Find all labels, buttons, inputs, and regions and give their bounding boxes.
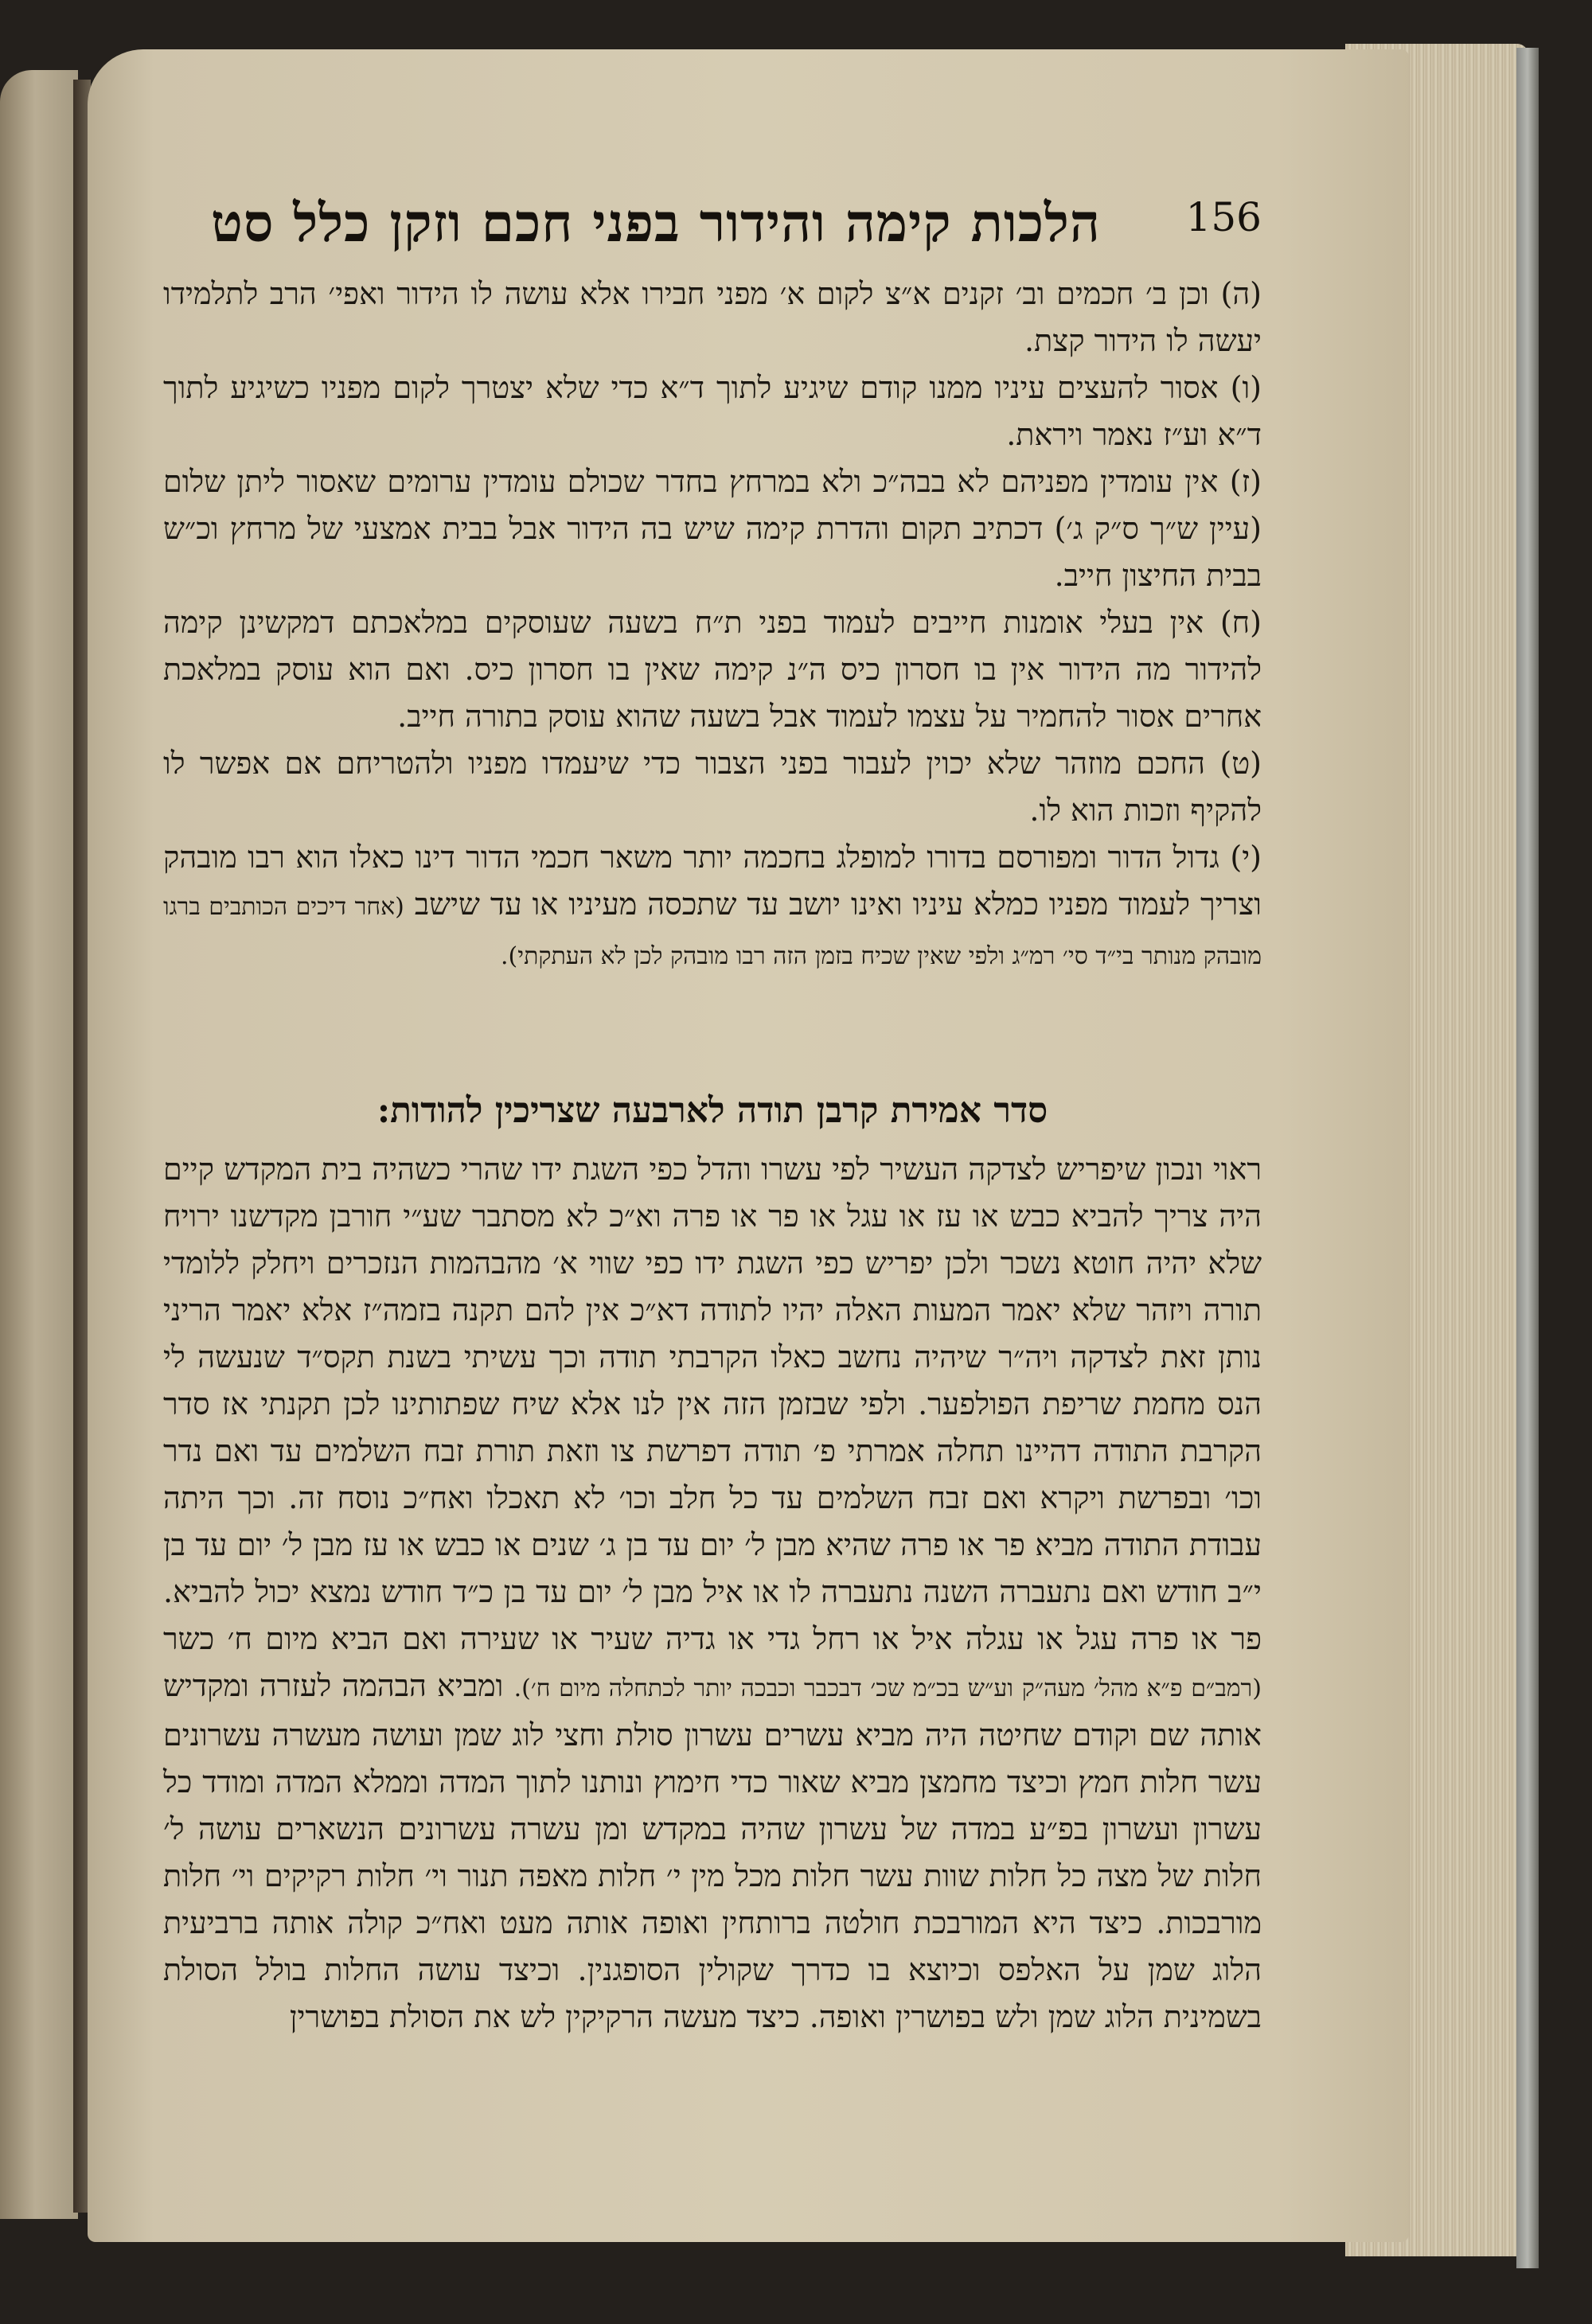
- running-header: [163, 167, 1262, 255]
- halachot-section: [163, 271, 1262, 980]
- paragraph-vav: (ו) אסור להעצים עיניו ממנו קודם שיגיע לתוך ד״א כדי שלא יצטרך לקום מפניו כשיגיע לתוך ד״א וע״ז נאמר ויראת.: [163, 370, 1262, 452]
- paragraph-yod-text: (י) גדול הדור ומפורסם בדורו למופלג בחכמה יותר משאר חכמי הדור דינו כאלו הוא רבו מובהק וצריך לעמוד מפניו כמלא עיניו ואינו יושב עד שתכסה מעיניו או עד שישב: [163, 840, 1262, 922]
- paragraph-tet: (ט) החכם מוזהר שלא יכוין לעבור בפני הצבור כדי שיעמדו מפניו ולהטריחם אם אפשר לו להקיף וזכות הוא לו.: [163, 746, 1262, 828]
- page-number: 156: [1185, 194, 1262, 240]
- paragraph-yod: [163, 834, 1262, 980]
- section-text-part-1: ראוי ונכון שיפריש לצדקה העשיר לפי עשרו והדל כפי השגת ידו שהרי כשהיה בית המקדש קיים היה צריך להביא כבש או עז או עגל או פר או פרה וא״כ לא מסתבר שע״י חורבן מקדשנו ירויח שלא יהיה חוטא נשכר ולכן יפריש כפי השגת ידו כפי שווי א׳ מהבהמות הנזכרים ויחלק ללומדי תורה ויזהר שלא יאמר המעות האלה יהיו לתודה דא״כ אין להם תקנה בזמה״ז אלא יאמר הריני נותן זאת לצדקה ויה״ר שיהיה נחשב כאלו הקרבתי תודה וכך עשיתי בשנת תקס״ד שנעשה לי הנס מחמת שריפת הפולפער. ולפי שבזמן הזה אין לנו אלא שיח שפתותינו לכן תקנתי אז סדר הקרבת התודה דהיינו תחלה אמרתי פ׳ תודה דפרשת צו וזאת תורת זבח השלמים עד ואם נדר וכו׳ ובפרשת ויקרא ואם זבח השלמים עד כל חלב וכו׳ לא תאכלו ואח״כ נוסח זה. וכך היתה עבודת התודה מביא פר או פרה שהיא מבן ל׳ יום עד בן ג׳ שנים או כבש או עז מבן ל׳ יום עד בן י״ב חודש ואם נתעברה השנה נתעברה לו או איל מבן ל׳ יום עד בן כ״ד חודש נמצא יכול להביא. פר או פרה עגל או עגלה איל או רחל גדי או גדיה שעיר או שעירה ואם הביא מיום ח׳ כשר: [163, 1152, 1262, 1656]
- paragraph-zayin: (ז) אין עומדין מפניהם לא בבה״כ ולא במרחץ בחדר שכולם עומדין ערומים שאסור ליתן שלום (עיין ש״ך ס״ק ג׳) דכתיב תקום והדרת קימה שיש בה הידור אבל בבית אמצעי של מרחץ וכ״ש בבית החיצון חייב.: [163, 464, 1262, 593]
- section-text-part-2: ומביא הבהמה לעזרה ומקדיש אותה שם וקודם שחיטה היה מביא עשרים עשרון סולת וחצי לוג שמן ועושה מעשרה עשרונים עשר חלות חמץ וכיצד מחמצן מביא שאור כדי חימוץ ונותנו לתוך המדה וממלא המדה ומודד כל עשרון ועשרון בפ״ע במדה של עשרון שהיה במקדש ומן עשרה עשרונים הנשארים עושה ל׳ חלות של מצה כל חלות שוות עשר חלות מכל מין י׳ חלות מאפה תנור וי׳ חלות רקיקים וי׳ חלות מורבכות. כיצד היא המורבכת חולטה ברותחין ואופה אותה מעט ואח״כ קולה אותה ברביעית הלוג שמן על האלפס וכיוצא בו כדרך שקולין הסופגנין. וכיצד עושה החלות בולל הסולת בשמינית הלוג שמן ולש בפושרין ואופה. כיצד מעשה הרקיקין לש את הסולת בפושרין: [163, 1668, 1262, 2034]
- section-title: סדר אמירת קרבן תודה לארבעה שצריכין להודות:: [377, 1090, 1048, 1131]
- paragraph-yod-note: (אחר דיכים הכותבים ברגו מובהק מנותר בי״ד סי׳ רמ״ג ולפי שאין שכיח בזמן הזה רבו מובהק לכן לא העתקתי).: [163, 893, 1262, 970]
- section-note: (רמב״ם פ״א מהל׳ מעה״ק וע״ש בכ״מ שכ׳ דבכבר וכבכה יותר לכתחלה מיום ח׳).: [513, 1675, 1262, 1702]
- section-body: [163, 1146, 1262, 2041]
- facing-page-edge: [0, 70, 78, 2219]
- toda-section: [163, 1146, 1262, 2041]
- paragraph-he: (ה) וכן ב׳ חכמים וב׳ זקנים א״צ לקום א׳ מפני חבירו אלא עושה לו הידור ואפי׳ הרב לתלמידו יעשה לו הידור קצת.: [163, 276, 1262, 358]
- page-title: הלכות קימה והידור בפני חכם וזקן כלל סט: [211, 192, 1101, 254]
- paragraph-het: (ח) אין בעלי אומנות חייבים לעמוד בפני ת״ח בשעה שעוסקים במלאכתם דמקשינן קימה להידור מה הידור אין בו חסרון כיס ה״נ קימה שאין בו חסרון כיס. ואם הוא עוסק במלאכת אחרים אסור להחמיר על עצמו לעמוד אבל בשעה שהוא עוסק בתורה חייב.: [163, 605, 1262, 734]
- book-cover-edge: [1516, 48, 1539, 2268]
